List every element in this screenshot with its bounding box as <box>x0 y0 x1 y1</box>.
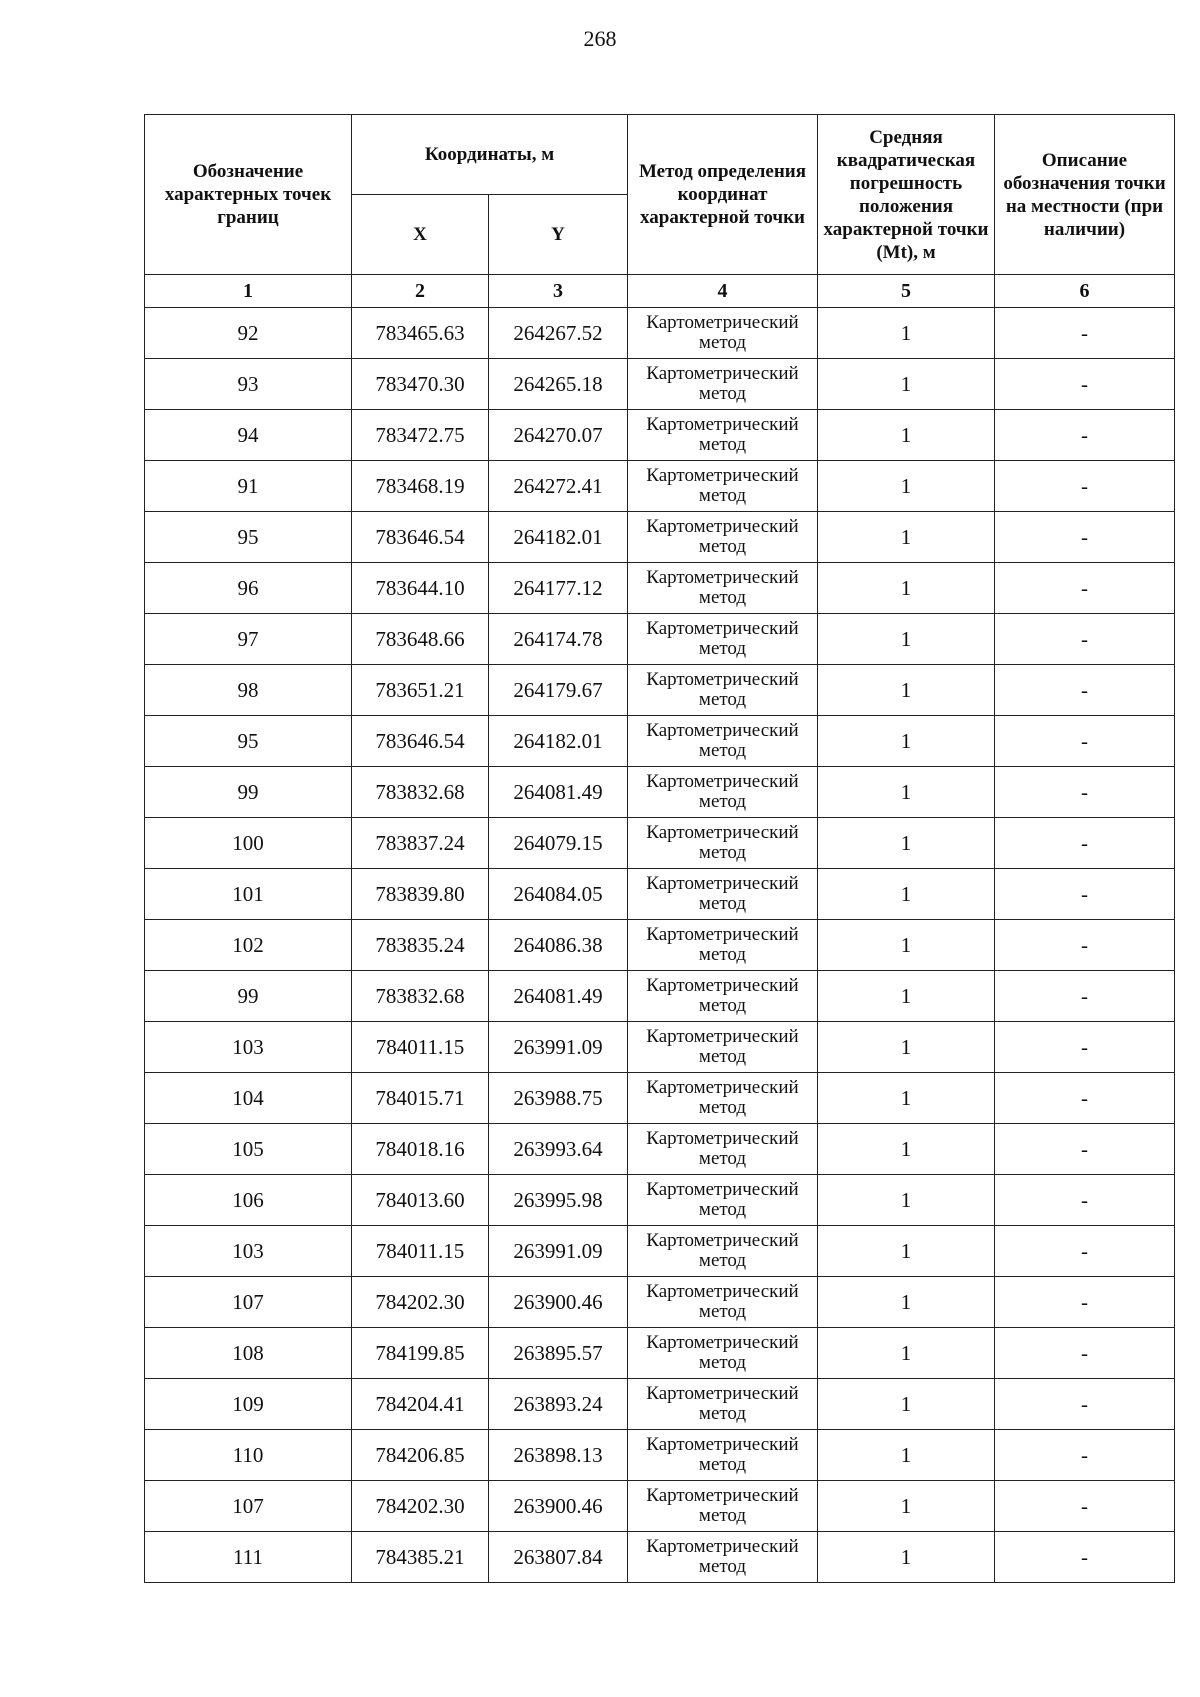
table-row <box>145 1277 1175 1328</box>
method-line-1: Картометрический <box>646 771 799 792</box>
description-cell: - <box>995 1073 1175 1124</box>
description-cell: - <box>995 1379 1175 1430</box>
method-line-2: метод <box>698 944 747 965</box>
method-cell <box>628 869 818 920</box>
table-row <box>145 1022 1175 1073</box>
method-line-1: Картометрический <box>646 312 799 333</box>
x-coordinate-cell: 783832.68 <box>352 767 489 818</box>
x-coordinate-cell: 783835.24 <box>352 920 489 971</box>
point-number-cell: 99 <box>145 971 352 1022</box>
mt-error-cell: 1 <box>818 1226 995 1277</box>
table-row <box>145 614 1175 665</box>
point-number-cell: 103 <box>145 1022 352 1073</box>
method-cell <box>628 308 818 359</box>
y-coordinate-cell: 263898.13 <box>489 1430 628 1481</box>
point-number-cell: 100 <box>145 818 352 869</box>
y-coordinate-cell: 263988.75 <box>489 1073 628 1124</box>
y-coordinate-cell: 264182.01 <box>489 512 628 563</box>
y-coordinate-cell: 263991.09 <box>489 1022 628 1073</box>
column-number: 1 <box>145 275 352 308</box>
point-number-cell: 105 <box>145 1124 352 1175</box>
y-coordinate-cell: 264084.05 <box>489 869 628 920</box>
mt-error-cell: 1 <box>818 563 995 614</box>
description-cell: - <box>995 1532 1175 1583</box>
method-cell <box>628 512 818 563</box>
method-line-2: метод <box>698 587 747 608</box>
table-row <box>145 1430 1175 1481</box>
method-line-2: метод <box>698 740 747 761</box>
method-cell <box>628 716 818 767</box>
description-cell: - <box>995 1175 1175 1226</box>
x-coordinate-cell: 783470.30 <box>352 359 489 410</box>
table-row <box>145 869 1175 920</box>
mt-error-cell: 1 <box>818 1430 995 1481</box>
method-line-2: метод <box>698 1046 747 1067</box>
method-line-1: Картометрический <box>646 669 799 690</box>
x-coordinate-cell: 783648.66 <box>352 614 489 665</box>
method-line-2: метод <box>698 383 747 404</box>
table-row <box>145 1124 1175 1175</box>
y-coordinate-cell: 264265.18 <box>489 359 628 410</box>
method-line-1: Картометрический <box>646 873 799 894</box>
mt-error-cell: 1 <box>818 1175 995 1226</box>
point-number-cell: 99 <box>145 767 352 818</box>
x-coordinate-cell: 783839.80 <box>352 869 489 920</box>
mt-error-cell: 1 <box>818 614 995 665</box>
method-cell <box>628 1022 818 1073</box>
point-number-cell: 110 <box>145 1430 352 1481</box>
x-coordinate-cell: 784015.71 <box>352 1073 489 1124</box>
method-cell <box>628 818 818 869</box>
table-row <box>145 1532 1175 1583</box>
mt-error-cell: 1 <box>818 665 995 716</box>
mt-error-cell: 1 <box>818 1481 995 1532</box>
description-cell: - <box>995 1481 1175 1532</box>
y-coordinate-cell: 263991.09 <box>489 1226 628 1277</box>
table-body <box>145 308 1175 1583</box>
column-number: 5 <box>818 275 995 308</box>
y-coordinate-cell: 264182.01 <box>489 716 628 767</box>
mt-error-cell: 1 <box>818 1379 995 1430</box>
y-coordinate-cell: 264177.12 <box>489 563 628 614</box>
coordinates-table <box>144 114 1175 1583</box>
header-x: X <box>352 195 489 275</box>
point-number-cell: 97 <box>145 614 352 665</box>
method-line-1: Картометрический <box>646 822 799 843</box>
method-line-1: Картометрический <box>646 618 799 639</box>
point-number-cell: 102 <box>145 920 352 971</box>
point-number-cell: 107 <box>145 1481 352 1532</box>
y-coordinate-cell: 264081.49 <box>489 971 628 1022</box>
description-cell: - <box>995 1124 1175 1175</box>
x-coordinate-cell: 783468.19 <box>352 461 489 512</box>
method-cell <box>628 359 818 410</box>
x-coordinate-cell: 783472.75 <box>352 410 489 461</box>
method-line-1: Картометрический <box>646 1434 799 1455</box>
method-line-1: Картометрический <box>646 1332 799 1353</box>
table-row <box>145 308 1175 359</box>
column-number: 3 <box>489 275 628 308</box>
x-coordinate-cell: 784011.15 <box>352 1226 489 1277</box>
method-line-1: Картометрический <box>646 567 799 588</box>
y-coordinate-cell: 263995.98 <box>489 1175 628 1226</box>
x-coordinate-cell: 784199.85 <box>352 1328 489 1379</box>
point-number-cell: 96 <box>145 563 352 614</box>
mt-error-cell: 1 <box>818 1073 995 1124</box>
method-line-2: метод <box>698 842 747 863</box>
method-cell <box>628 971 818 1022</box>
method-cell <box>628 1073 818 1124</box>
description-cell: - <box>995 359 1175 410</box>
method-line-1: Картометрический <box>646 414 799 435</box>
mt-error-cell: 1 <box>818 308 995 359</box>
description-cell: - <box>995 461 1175 512</box>
header-method: Метод определения координат характерной точки <box>628 115 818 275</box>
method-line-2: метод <box>698 434 747 455</box>
description-cell: - <box>995 1022 1175 1073</box>
x-coordinate-cell: 784018.16 <box>352 1124 489 1175</box>
y-coordinate-cell: 263900.46 <box>489 1277 628 1328</box>
method-cell <box>628 1481 818 1532</box>
y-coordinate-cell: 263900.46 <box>489 1481 628 1532</box>
table-row <box>145 920 1175 971</box>
y-coordinate-cell: 264267.52 <box>489 308 628 359</box>
mt-error-cell: 1 <box>818 920 995 971</box>
method-line-1: Картометрический <box>646 1536 799 1557</box>
description-cell: - <box>995 869 1175 920</box>
y-coordinate-cell: 263807.84 <box>489 1532 628 1583</box>
mt-error-cell: 1 <box>818 359 995 410</box>
method-cell <box>628 1277 818 1328</box>
method-line-2: метод <box>698 1352 747 1373</box>
description-cell: - <box>995 563 1175 614</box>
method-line-2: метод <box>698 689 747 710</box>
method-line-2: метод <box>698 1148 747 1169</box>
method-line-1: Картометрический <box>646 720 799 741</box>
table-row <box>145 410 1175 461</box>
method-line-2: метод <box>698 995 747 1016</box>
method-cell <box>628 1532 818 1583</box>
table-row <box>145 1073 1175 1124</box>
table-row <box>145 1175 1175 1226</box>
method-cell <box>628 1430 818 1481</box>
point-number-cell: 103 <box>145 1226 352 1277</box>
method-line-2: метод <box>698 536 747 557</box>
description-cell: - <box>995 1277 1175 1328</box>
table-row <box>145 971 1175 1022</box>
point-number-cell: 91 <box>145 461 352 512</box>
method-line-2: метод <box>698 1556 747 1577</box>
method-cell <box>628 614 818 665</box>
method-line-1: Картометрический <box>646 924 799 945</box>
description-cell: - <box>995 818 1175 869</box>
y-coordinate-cell: 264086.38 <box>489 920 628 971</box>
table-row <box>145 1328 1175 1379</box>
table-row <box>145 512 1175 563</box>
description-cell: - <box>995 665 1175 716</box>
method-line-1: Картометрический <box>646 516 799 537</box>
description-cell: - <box>995 767 1175 818</box>
point-number-cell: 101 <box>145 869 352 920</box>
mt-error-cell: 1 <box>818 716 995 767</box>
point-number-cell: 93 <box>145 359 352 410</box>
point-number-cell: 106 <box>145 1175 352 1226</box>
method-line-2: метод <box>698 1505 747 1526</box>
x-coordinate-cell: 783646.54 <box>352 512 489 563</box>
method-cell <box>628 920 818 971</box>
x-coordinate-cell: 783646.54 <box>352 716 489 767</box>
description-cell: - <box>995 1226 1175 1277</box>
method-line-1: Картометрический <box>646 1485 799 1506</box>
point-number-cell: 95 <box>145 512 352 563</box>
mt-error-cell: 1 <box>818 971 995 1022</box>
mt-error-cell: 1 <box>818 1532 995 1583</box>
method-cell <box>628 1124 818 1175</box>
table-row <box>145 716 1175 767</box>
mt-error-cell: 1 <box>818 869 995 920</box>
method-line-2: метод <box>698 1199 747 1220</box>
page-number: 268 <box>583 26 617 51</box>
x-coordinate-cell: 784206.85 <box>352 1430 489 1481</box>
y-coordinate-cell: 264179.67 <box>489 665 628 716</box>
method-line-1: Картометрический <box>646 1077 799 1098</box>
method-line-1: Картометрический <box>646 1281 799 1302</box>
y-coordinate-cell: 264174.78 <box>489 614 628 665</box>
description-cell: - <box>995 410 1175 461</box>
method-cell <box>628 767 818 818</box>
method-line-2: метод <box>698 1403 747 1424</box>
description-cell: - <box>995 920 1175 971</box>
method-line-1: Картометрический <box>646 1179 799 1200</box>
table-row <box>145 1481 1175 1532</box>
x-coordinate-cell: 783832.68 <box>352 971 489 1022</box>
header-mean-square-error: Средняя квадратическая погрешность положения характерной точки (Mt), м <box>818 115 995 275</box>
description-cell: - <box>995 971 1175 1022</box>
method-line-2: метод <box>698 1097 747 1118</box>
x-coordinate-cell: 784202.30 <box>352 1481 489 1532</box>
mt-error-cell: 1 <box>818 818 995 869</box>
description-cell: - <box>995 512 1175 563</box>
mt-error-cell: 1 <box>818 1022 995 1073</box>
x-coordinate-cell: 784204.41 <box>352 1379 489 1430</box>
table-row <box>145 359 1175 410</box>
table-row <box>145 1226 1175 1277</box>
y-coordinate-cell: 264270.07 <box>489 410 628 461</box>
method-cell <box>628 461 818 512</box>
mt-error-cell: 1 <box>818 1124 995 1175</box>
method-line-2: метод <box>698 1454 747 1475</box>
method-cell <box>628 1175 818 1226</box>
mt-error-cell: 1 <box>818 1328 995 1379</box>
column-number: 4 <box>628 275 818 308</box>
x-coordinate-cell: 783651.21 <box>352 665 489 716</box>
point-number-cell: 95 <box>145 716 352 767</box>
y-coordinate-cell: 264079.15 <box>489 818 628 869</box>
method-line-2: метод <box>698 1301 747 1322</box>
method-cell <box>628 563 818 614</box>
mt-error-cell: 1 <box>818 410 995 461</box>
y-coordinate-cell: 263893.24 <box>489 1379 628 1430</box>
column-number-row <box>145 275 1175 308</box>
header-y: Y <box>489 195 628 275</box>
x-coordinate-cell: 784013.60 <box>352 1175 489 1226</box>
header-coordinates: Координаты, м <box>352 115 628 195</box>
x-coordinate-cell: 784385.21 <box>352 1532 489 1583</box>
y-coordinate-cell: 263895.57 <box>489 1328 628 1379</box>
method-line-1: Картометрический <box>646 363 799 384</box>
table-row <box>145 563 1175 614</box>
description-cell: - <box>995 1430 1175 1481</box>
method-cell <box>628 1226 818 1277</box>
method-cell <box>628 1379 818 1430</box>
method-line-2: метод <box>698 791 747 812</box>
y-coordinate-cell: 263993.64 <box>489 1124 628 1175</box>
table-row <box>145 1379 1175 1430</box>
description-cell: - <box>995 716 1175 767</box>
mt-error-cell: 1 <box>818 512 995 563</box>
header-row <box>145 115 1175 195</box>
method-line-2: метод <box>698 638 747 659</box>
method-cell <box>628 1328 818 1379</box>
point-number-cell: 109 <box>145 1379 352 1430</box>
method-line-1: Картометрический <box>646 1383 799 1404</box>
table-row <box>145 461 1175 512</box>
x-coordinate-cell: 783465.63 <box>352 308 489 359</box>
point-number-cell: 104 <box>145 1073 352 1124</box>
header-point-designation: Обозначение характерных точек границ <box>145 115 352 275</box>
point-number-cell: 111 <box>145 1532 352 1583</box>
mt-error-cell: 1 <box>818 461 995 512</box>
x-coordinate-cell: 783644.10 <box>352 563 489 614</box>
header-description: Описание обозначения точки на местности (при наличии) <box>995 115 1175 275</box>
x-coordinate-cell: 783837.24 <box>352 818 489 869</box>
point-number-cell: 107 <box>145 1277 352 1328</box>
x-coordinate-cell: 784202.30 <box>352 1277 489 1328</box>
method-line-2: метод <box>698 893 747 914</box>
table-row <box>145 665 1175 716</box>
mt-error-cell: 1 <box>818 767 995 818</box>
description-cell: - <box>995 1328 1175 1379</box>
method-line-1: Картометрический <box>646 975 799 996</box>
y-coordinate-cell: 264272.41 <box>489 461 628 512</box>
method-line-2: метод <box>698 485 747 506</box>
method-cell <box>628 665 818 716</box>
description-cell: - <box>995 308 1175 359</box>
point-number-cell: 92 <box>145 308 352 359</box>
method-line-1: Картометрический <box>646 465 799 486</box>
column-number: 2 <box>352 275 489 308</box>
point-number-cell: 108 <box>145 1328 352 1379</box>
y-coordinate-cell: 264081.49 <box>489 767 628 818</box>
table-row <box>145 767 1175 818</box>
table-row <box>145 818 1175 869</box>
method-line-2: метод <box>698 332 747 353</box>
description-cell: - <box>995 614 1175 665</box>
method-line-2: метод <box>698 1250 747 1271</box>
mt-error-cell: 1 <box>818 1277 995 1328</box>
point-number-cell: 98 <box>145 665 352 716</box>
column-number: 6 <box>995 275 1175 308</box>
method-cell <box>628 410 818 461</box>
point-number-cell: 94 <box>145 410 352 461</box>
method-line-1: Картометрический <box>646 1128 799 1149</box>
method-line-1: Картометрический <box>646 1026 799 1047</box>
method-line-1: Картометрический <box>646 1230 799 1251</box>
x-coordinate-cell: 784011.15 <box>352 1022 489 1073</box>
